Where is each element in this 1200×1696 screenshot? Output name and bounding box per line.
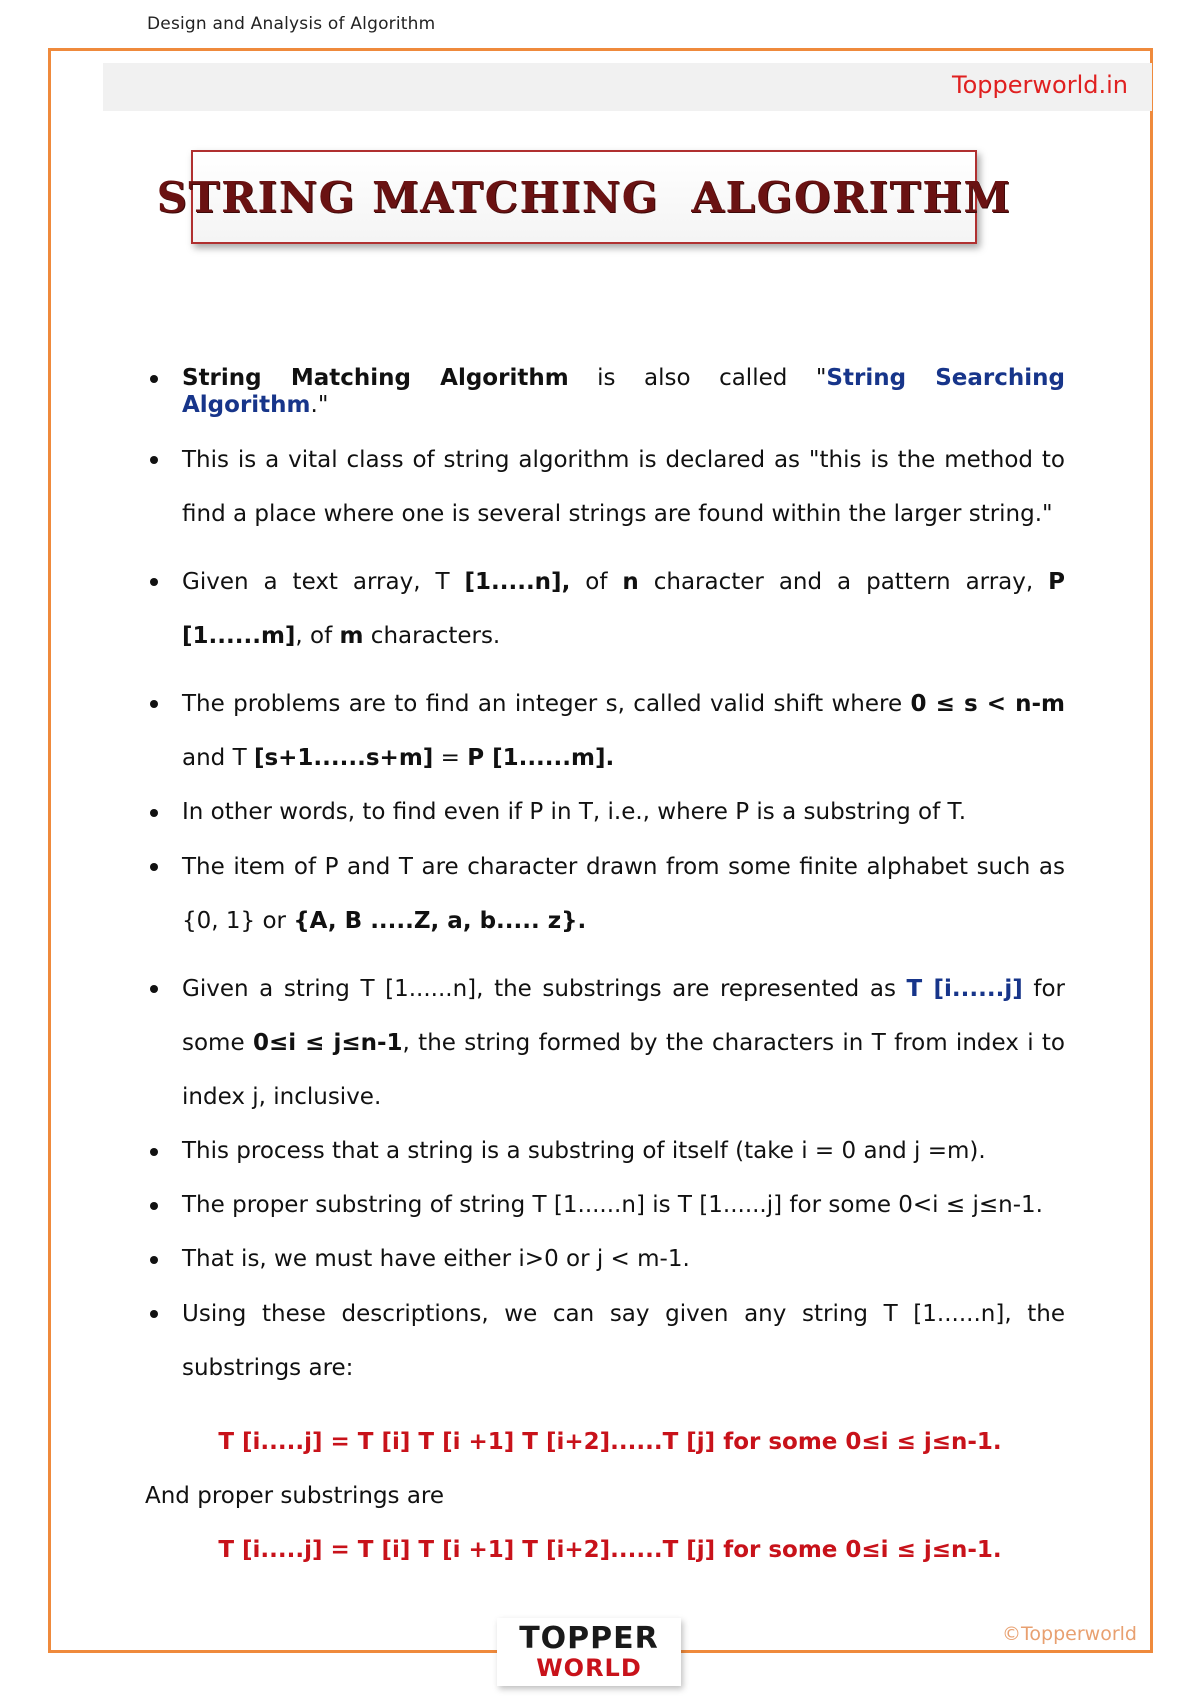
- title-box: [156, 150, 1012, 244]
- text: Given a text array, T: [182, 569, 465, 595]
- formula: T [i.....j] = T [i] T [i +1] T [i+2]......T [j] for some 0≤i ≤ j≤n-1.: [218, 1429, 1002, 1455]
- text: characters.: [363, 623, 501, 649]
- text: Given a string T [1......n], the substrings are represented as: [182, 976, 907, 1002]
- list-item: [145, 1246, 1065, 1273]
- running-header: Design and Analysis of Algorithm: [147, 14, 436, 34]
- text: , the string formed by the characters in T from index i to index j, inclusive.: [182, 1030, 1066, 1110]
- text: .": [310, 392, 329, 418]
- list-item: [145, 555, 1065, 663]
- site-name: Topperworld.in: [952, 71, 1128, 99]
- list-item: [145, 840, 1065, 948]
- site-bar: [103, 63, 1152, 111]
- bold-text: n: [622, 569, 639, 595]
- bold-text: 0 ≤ s < n-m: [910, 691, 1065, 717]
- highlight-text: T [i......j]: [906, 976, 1023, 1002]
- text: =: [433, 745, 468, 771]
- bold-text: P [1......m].: [467, 745, 615, 771]
- logo-text-bottom: WORLD: [536, 1654, 642, 1682]
- list-item: [145, 962, 1065, 1124]
- text: This is a vital class of string algorithm is declared as "this is the method to find a place where one is several strings are found within the larger string.": [182, 447, 1065, 527]
- highlight-text: String Searching Algorithm: [182, 365, 1065, 418]
- text: The item of P and T are character drawn from some finite alphabet such as {0, 1} or: [182, 854, 1065, 934]
- bullet-list: [145, 365, 1065, 1395]
- text: is also called ": [568, 365, 827, 391]
- list-item: [145, 365, 1065, 419]
- bold-text: String Matching Algorithm: [182, 365, 569, 391]
- bold-text: [s+1......s+m]: [253, 745, 434, 771]
- page-title: STRING MATCHING ALGORITHM: [156, 172, 1012, 222]
- bold-text: 0≤i ≤ j≤n-1: [252, 1030, 403, 1056]
- bold-text: m: [339, 623, 364, 649]
- bold-text: [1.....n],: [464, 569, 571, 595]
- bold-text: P [1......m]: [182, 569, 1066, 649]
- list-item: [145, 1192, 1065, 1219]
- text: and T: [182, 745, 254, 771]
- list-item: [145, 799, 1065, 826]
- list-item: [145, 677, 1065, 785]
- content: [145, 365, 1065, 1564]
- text: for some: [182, 976, 1065, 1056]
- text: The proper substring of string T [1......n] is T [1......j] for some 0<i ≤ j≤n-1.: [182, 1192, 1043, 1218]
- text: Using these descriptions, we can say given any string T [1......n], the substrings are:: [182, 1301, 1065, 1381]
- topperworld-logo: [497, 1618, 681, 1686]
- list-item: [145, 1138, 1065, 1165]
- text: , of: [295, 623, 340, 649]
- copyright: ©Topperworld: [1002, 1623, 1137, 1645]
- list-item: [145, 433, 1065, 541]
- formula: T [i.....j] = T [i] T [i +1] T [i+2]......T [j] for some 0≤i ≤ j≤n-1.: [218, 1537, 1002, 1563]
- text: That is, we must have either i>0 or j < m-1.: [182, 1246, 690, 1272]
- bold-text: {A, B .....Z, a, b..... z}.: [293, 908, 587, 934]
- text: character and a pattern array,: [638, 569, 1049, 595]
- text: This process that a string is a substring of itself (take i = 0 and j =m).: [182, 1138, 986, 1164]
- text: The problems are to find an integer s, called valid shift where: [182, 691, 911, 717]
- text: In other words, to find even if P in T, i.e., where P is a substring of T.: [182, 799, 967, 825]
- text: of: [570, 569, 623, 595]
- proper-substrings-label: And proper substrings are: [145, 1483, 445, 1509]
- list-item: [145, 1287, 1065, 1395]
- logo-text-top: TOPPER: [519, 1621, 659, 1656]
